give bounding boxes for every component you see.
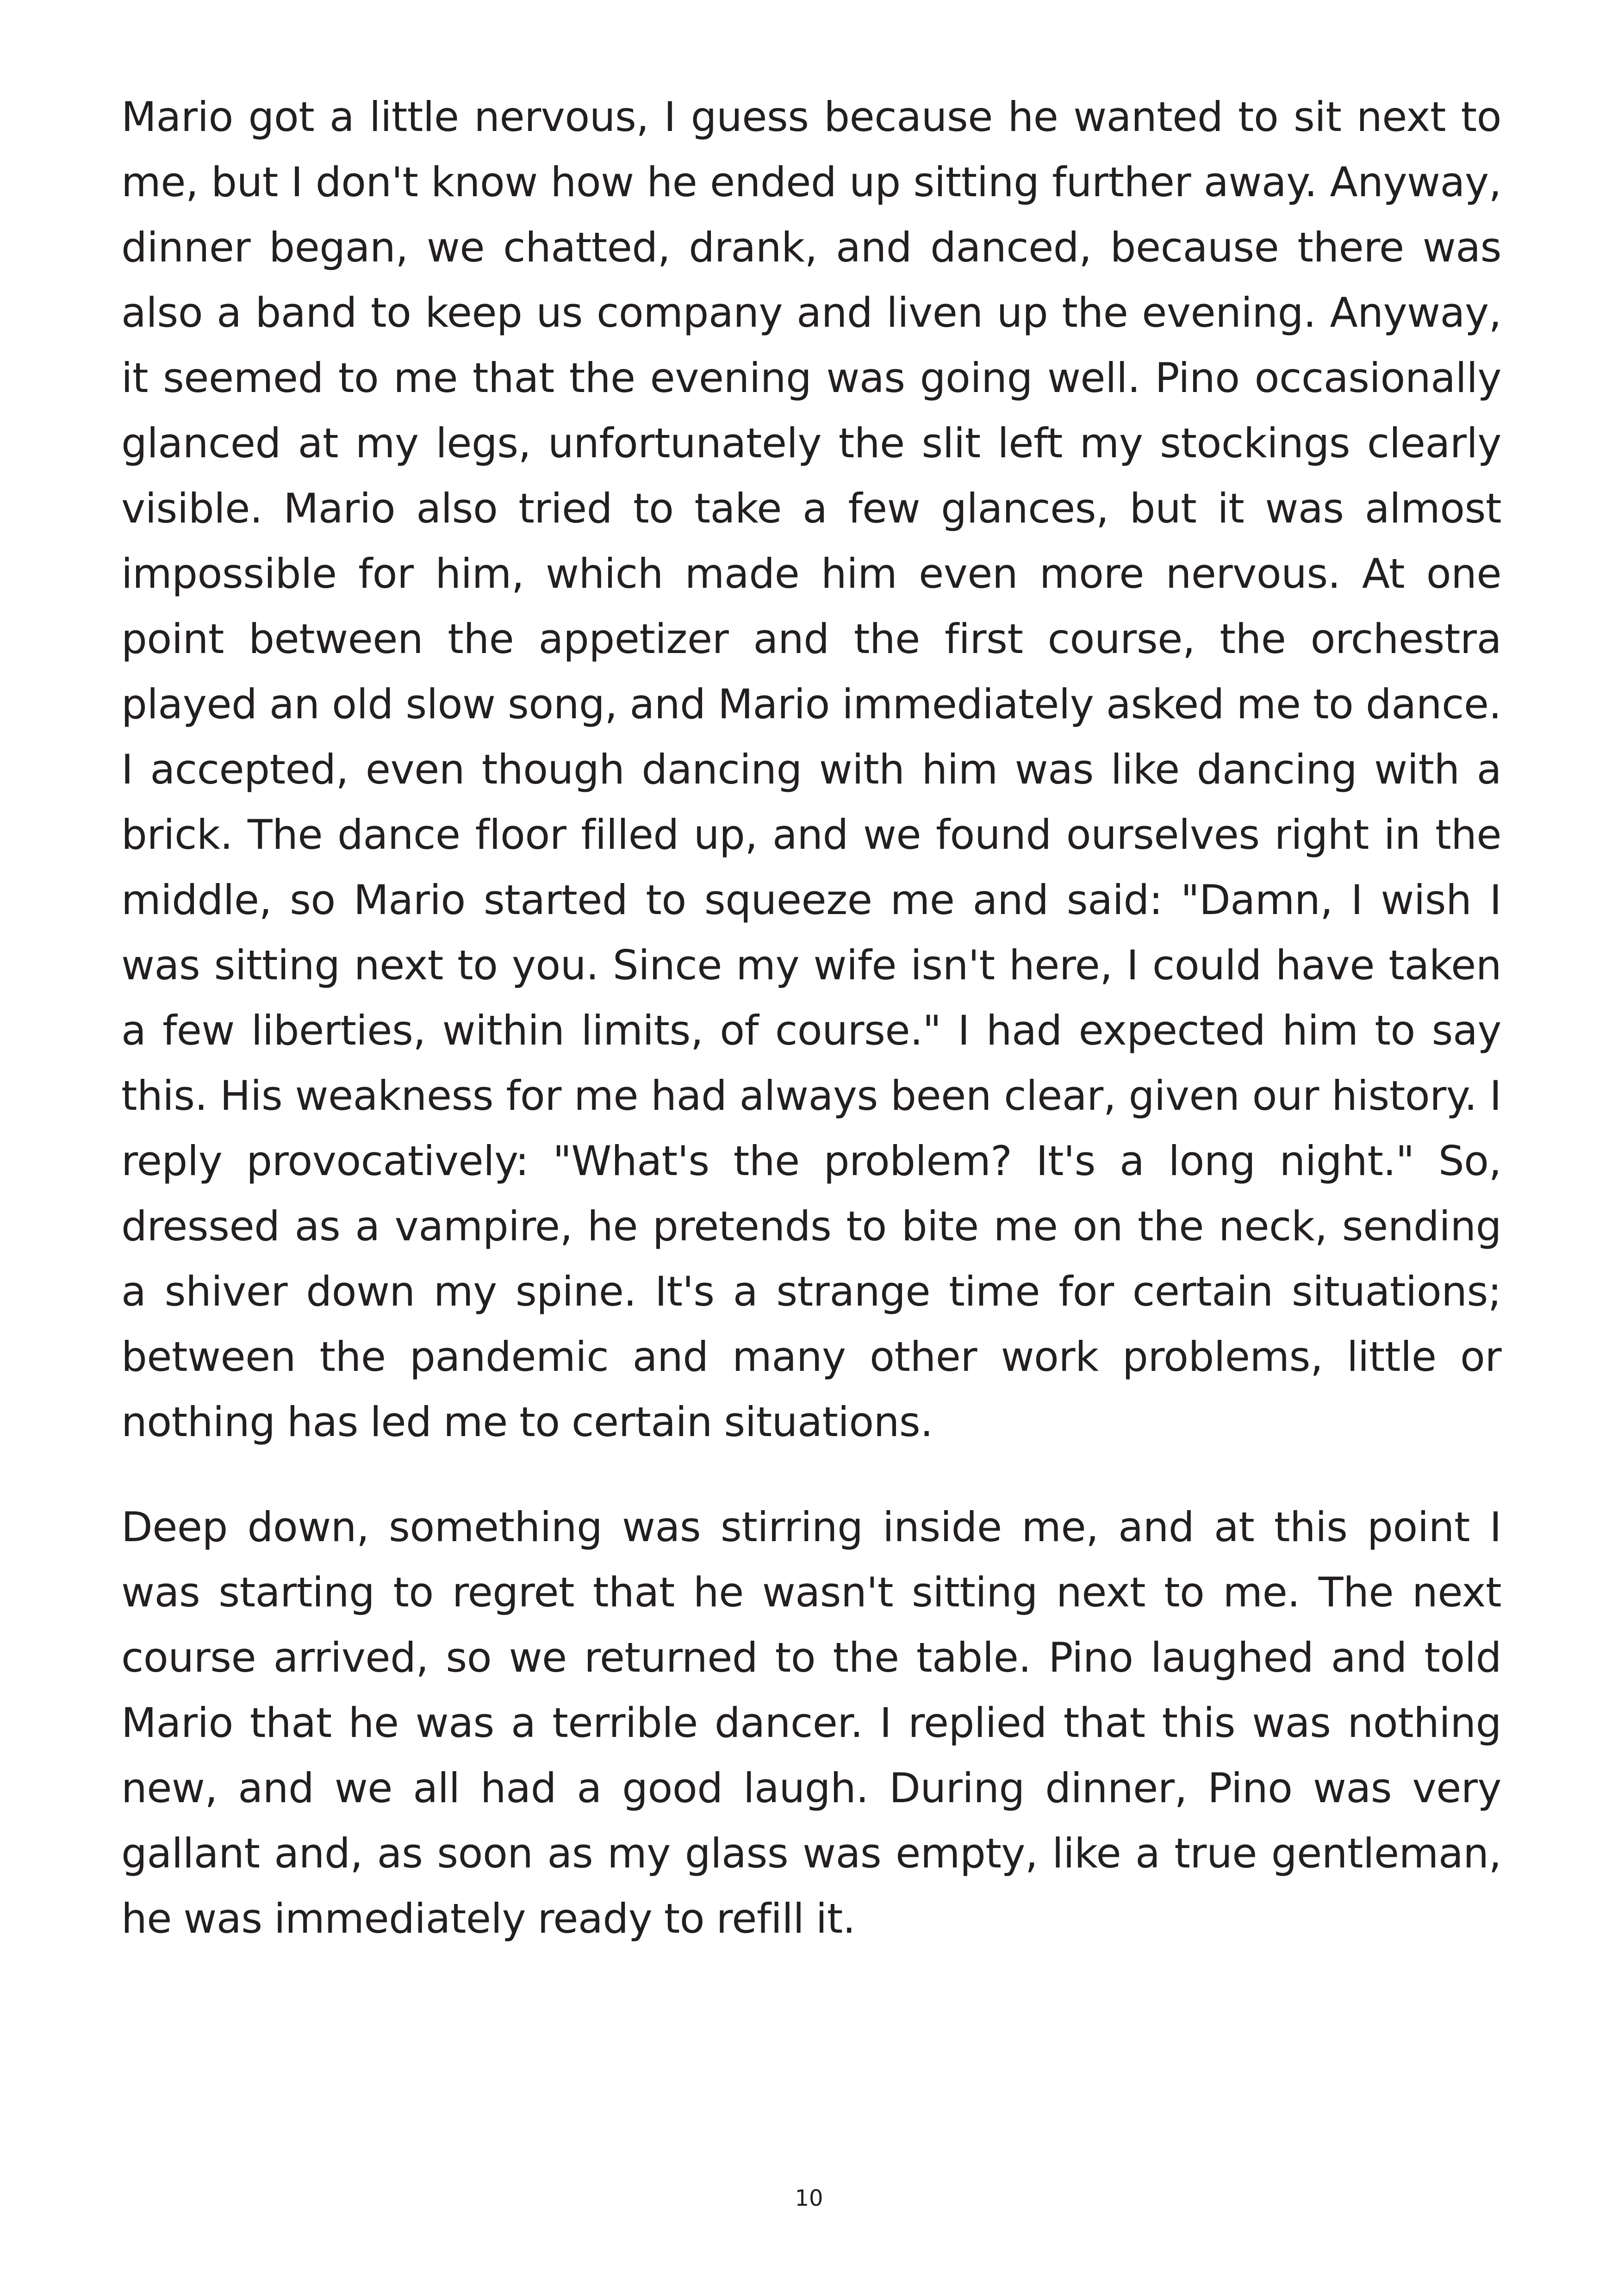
page-number: 10 xyxy=(795,2185,823,2211)
body-text xyxy=(121,84,1501,1951)
paragraph-1: Mario got a little nervous, I guess because he wanted to sit next to me, but I don't know how he ended up sitting further away. Anyway, dinner began, we chatted, drank, and danced, because there was also a band to keep us company and liven up the evening. Anyway, it seemed to me that the evening was going well. Pino occasionally glanced at my legs, unfortunately the slit left my stockings clearly visible. Mario also tried to take a few glances, but it was almost impossible for him, which made him even more nervous. At one point between the appetizer and the first course, the orchestra played an old slow song, and Mario immediately asked me to dance. I accepted, even though dancing with him was like dancing with a brick. The dance floor filled up, and we found ourselves right in the middle, so Mario started to squeeze me and said: "Damn, I wish I was sitting next to you. Since my wife isn't here, I could have taken a few liberties, within limits, of course." I had expected him to say this. His weakness for me had always been clear, given our history. I reply provocatively: "What's the problem? It's a long night." So, dressed as a vampire, he pretends to bite me on the neck, sending a shiver down my spine. It's a strange time for certain situations; between the pandemic and many other work problems, little or nothing has led me to certain situations. xyxy=(121,93,1501,1446)
paragraph-2: Deep down, something was stirring inside me, and at this point I was starting to regret that he wasn't sitting next to me. The next course arrived, so we returned to the table. Pino laughed and told Mario that he was a terrible dancer. I replied that this was nothing new, and we all had a good laugh. During dinner, Pino was very gallant and, as soon as my glass was empty, like a true gentleman, he was immediately ready to refill it. xyxy=(121,1503,1501,1942)
